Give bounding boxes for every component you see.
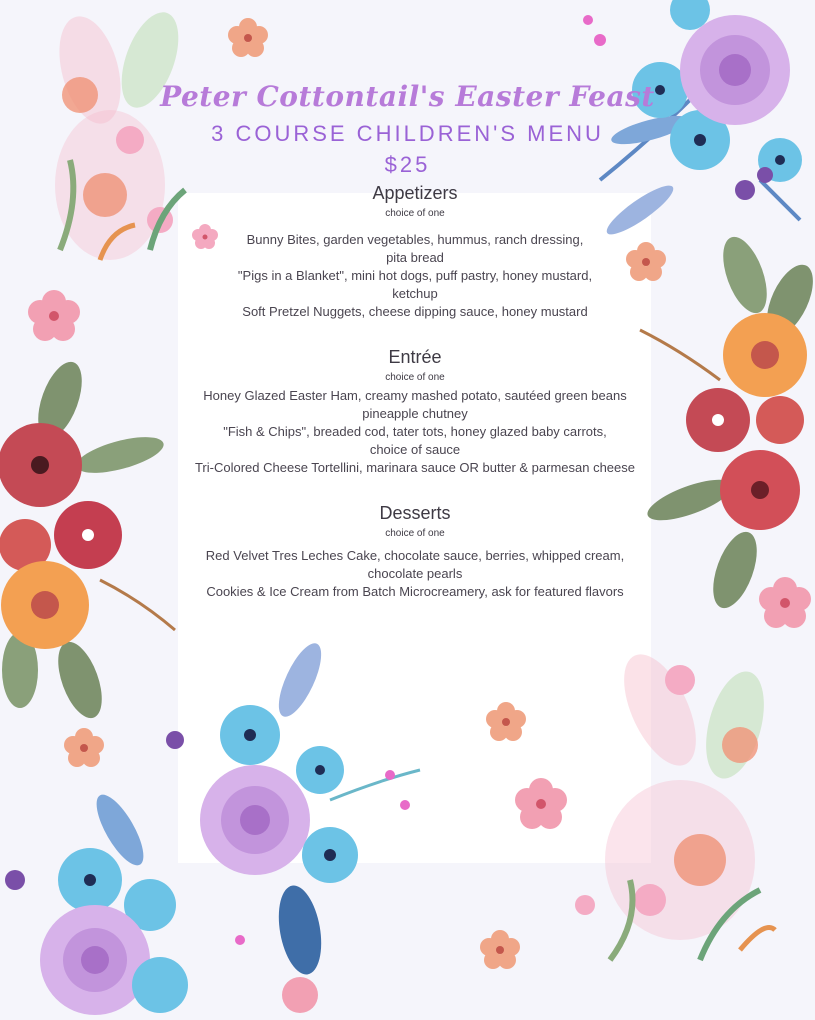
menu-item-line: pineapple chutney [362, 406, 468, 421]
menu-item-line: Tri-Colored Cheese Tortellini, marinara sauce OR butter & parmesan cheese [194, 460, 636, 475]
section-note: choice of one [385, 528, 445, 539]
rose-bouquet-icon [0, 356, 175, 723]
bunny-floral-icon [575, 644, 775, 960]
menu-item-line: Soft Pretzel Nuggets, cheese dipping sauce, honey mustard [242, 304, 588, 319]
section-note: choice of one [385, 208, 445, 219]
menu-item-line: Bunny Bites, garden vegetables, hummus, ranch dressing, [246, 232, 584, 247]
section-title-entree: Entrée [388, 347, 442, 367]
section-title-desserts: Desserts [379, 503, 451, 523]
menu-price: $25 [384, 152, 431, 177]
section-note: choice of one [385, 372, 445, 383]
menu-item-line: choice of sauce [369, 442, 461, 457]
menu-item-line: Honey Glazed Easter Ham, creamy mashed potato, sautéed green beans [203, 388, 627, 403]
section-entree [150, 345, 680, 477]
menu-item-line: "Pigs in a Blanket", mini hot dogs, puff pastry, honey mustard, [237, 268, 593, 283]
menu-item-line: ketchup [392, 286, 438, 301]
menu-item-line: Red Velvet Tres Leches Cake, chocolate sauce, berries, whipped cream, [205, 548, 625, 563]
menu-item-line: pita bread [386, 250, 444, 265]
section-appetizers [150, 181, 680, 321]
menu-item-line: chocolate pearls [367, 566, 463, 581]
menu-body [150, 181, 680, 601]
menu-subtitle: 3 COURSE CHILDREN'S MENU [211, 121, 604, 146]
menu-item-line: "Fish & Chips", breaded cod, tater tots, honey glazed baby carrots, [223, 424, 607, 439]
menu-title: Peter Cottontail's Easter Feast [160, 80, 655, 113]
section-title-appetizers: Appetizers [372, 183, 458, 203]
menu-item-line: Cookies & Ice Cream from Batch Microcreamery, ask for featured flavors [206, 584, 624, 599]
section-desserts [150, 501, 680, 601]
